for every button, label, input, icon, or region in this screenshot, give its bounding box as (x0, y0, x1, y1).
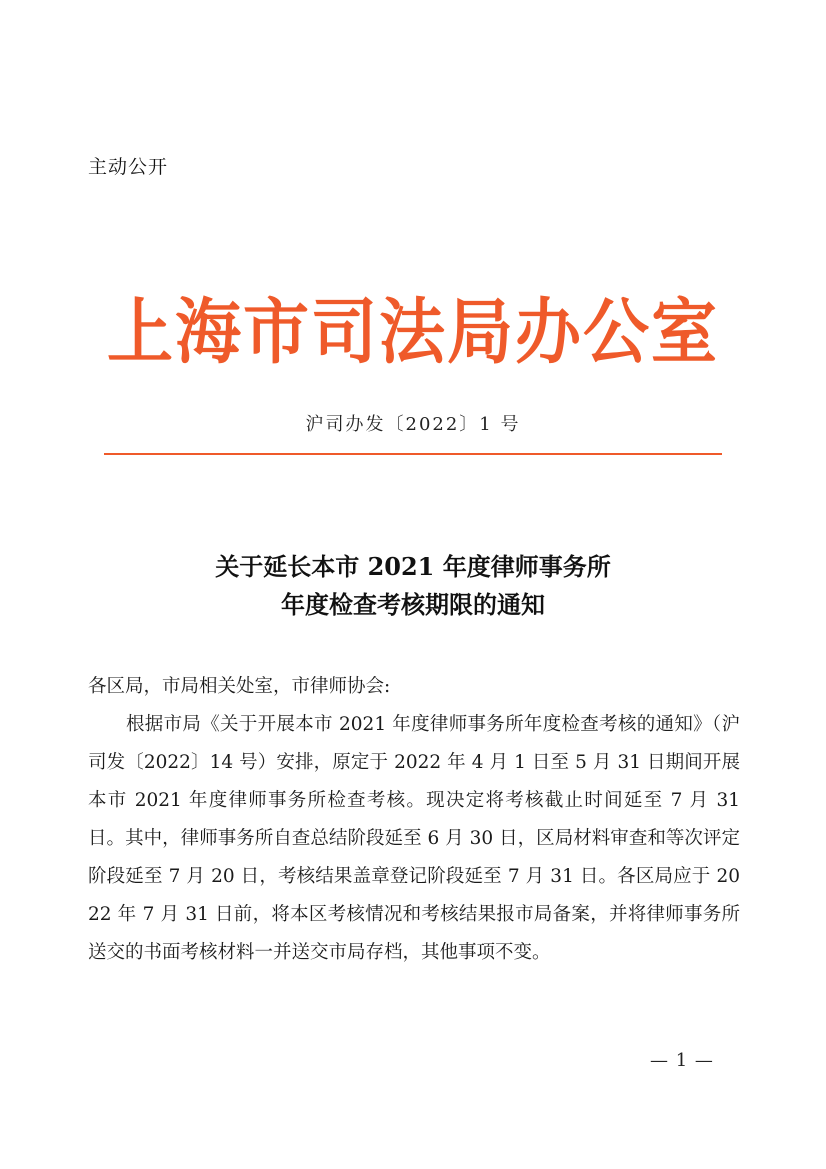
document-number: 沪司办发〔2022〕1 号 (305, 414, 521, 435)
salutation: 各区局，市局相关处室，市律师协会: (88, 676, 391, 697)
title-line-1: 关于延长本市 2021 年度律师事务所 (215, 552, 611, 581)
red-divider-line (104, 453, 722, 455)
page-number: — 1 — (650, 1050, 714, 1071)
issuer-heading: 上海市司法局办公室 (107, 289, 719, 374)
document-title (0, 548, 826, 624)
body-paragraph: 根据市局《关于开展本市 2021 年度律师事务所年度检查考核的通知》（沪司发〔2022〕14 号）安排，原定于 2022 年 4 月 1 日至 5 月 31 日期间开展本市 2021 年度律师事务所检查考核。现决定将考核截止时间延至 7 月 31 日。其中，律师事务所自查总结阶段延至 6 月 30 日，区局材料审查和等次评定阶段延至 7 月 20 日，考核结果盖章登记阶段延至 7 月 31 日。各区局应于 2022 年 7 月 31 日前，将本区考核情况和考核结果报市局备案，并将律师事务所送交的书面考核材料一并送交市局存档，其他事项不变。 (88, 714, 740, 963)
document-body (88, 668, 740, 972)
title-line-2: 年度检查考核期限的通知 (281, 590, 545, 619)
disclosure-label: 主动公开 (88, 156, 169, 178)
